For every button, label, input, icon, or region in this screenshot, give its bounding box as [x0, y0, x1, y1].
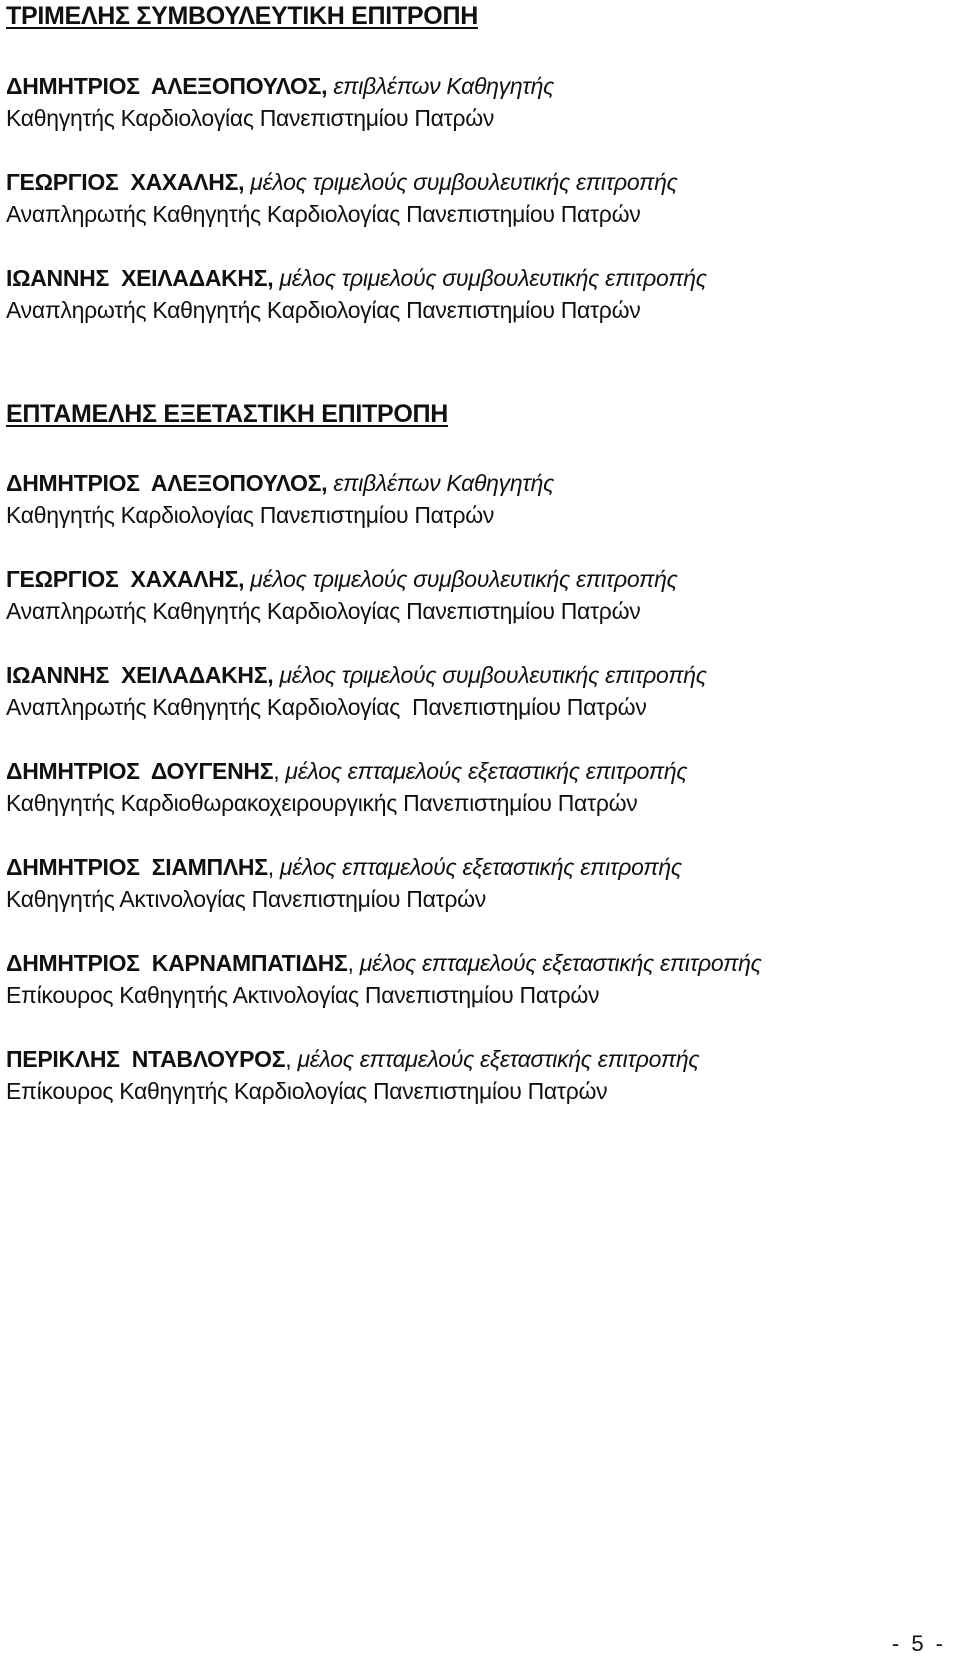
member-role: μέλος τριμελούς συμβουλευτικής επιτροπής: [250, 566, 678, 592]
member-role: μέλος τριμελούς συμβουλευτικής επιτροπής: [279, 265, 707, 291]
advisory-member-2: [6, 166, 946, 230]
advisory-committee-title: ΤΡΙΜΕΛΗΣ ΣΥΜΒΟΥΛΕΥΤΙΚΗ ΕΠΙΤΡΟΠΗ: [6, 2, 478, 30]
name-separator: ,: [285, 1046, 292, 1072]
exam-member-5: [6, 851, 946, 915]
member-name: ΠΕΡΙΚΛΗΣ ΝΤΑΒΛΟΥΡΟΣ: [6, 1046, 286, 1072]
member-name: ΔΗΜΗΤΡΙΟΣ ΚΑΡΝΑΜΠΑΤΙΔΗΣ: [6, 950, 348, 976]
name-separator: ,: [273, 758, 280, 784]
member-name: ΓΕΩΡΓΙΟΣ ΧΑΧΑΛΗΣ,: [6, 566, 245, 592]
member-name: ΓΕΩΡΓΙΟΣ ΧΑΧΑΛΗΣ,: [6, 169, 245, 195]
member-heading-line: [6, 70, 946, 102]
member-position: Αναπληρωτής Καθηγητής Καρδιολογίας Πανεπιστημίου Πατρών: [6, 598, 641, 624]
advisory-member-3: [6, 262, 946, 326]
exam-member-7: [6, 1043, 946, 1107]
member-position: Καθηγητής Καρδιοθωρακοχειρουργικής Πανεπιστημίου Πατρών: [6, 790, 638, 816]
member-heading-line: [6, 659, 946, 691]
member-heading-line: [6, 262, 946, 294]
member-heading-line: [6, 755, 946, 787]
member-position: Επίκουρος Καθηγητής Ακτινολογίας Πανεπιστημίου Πατρών: [6, 982, 600, 1008]
member-heading-line: [6, 851, 946, 883]
member-position: Επίκουρος Καθηγητής Καρδιολογίας Πανεπιστημίου Πατρών: [6, 1078, 608, 1104]
member-name: ΔΗΜΗΤΡΙΟΣ ΑΛΕΞΟΠΟΥΛΟΣ,: [6, 470, 328, 496]
name-separator: ,: [347, 950, 354, 976]
name-separator: ,: [267, 854, 274, 880]
member-name: ΙΩΑΝΝΗΣ ΧΕΙΛΑΔΑΚΗΣ,: [6, 265, 274, 291]
examination-committee-title: ΕΠΤΑΜΕΛΗΣ ΕΞΕΤΑΣΤΙΚΗ ΕΠΙΤΡΟΠΗ: [6, 400, 449, 428]
member-heading-line: [6, 947, 946, 979]
member-position: Αναπληρωτής Καθηγητής Καρδιολογίας Πανεπιστημίου Πατρών: [6, 297, 641, 323]
member-role: μέλος επταμελούς εξεταστικής επιτροπής: [279, 854, 682, 880]
member-name: ΔΗΜΗΤΡΙΟΣ ΔΟΥΓΕΝΗΣ: [6, 758, 274, 784]
member-heading-line: [6, 563, 946, 595]
exam-member-4: [6, 755, 946, 819]
member-name: ΔΗΜΗΤΡΙΟΣ ΣΙΑΜΠΛΗΣ: [6, 854, 268, 880]
member-role: μέλος επταμελούς εξεταστικής επιτροπής: [359, 950, 762, 976]
member-position: Καθηγητής Ακτινολογίας Πανεπιστημίου Πατρών: [6, 886, 486, 912]
member-role: επιβλέπων Καθηγητής: [333, 73, 554, 99]
page-number: - 5 -: [891, 1631, 946, 1656]
member-role: μέλος επταμελούς εξεταστικής επιτροπής: [285, 758, 688, 784]
advisory-member-1: [6, 70, 946, 134]
exam-member-3: [6, 659, 946, 723]
member-position: Καθηγητής Καρδιολογίας Πανεπιστημίου Πατρών: [6, 105, 495, 131]
member-role: επιβλέπων Καθηγητής: [333, 470, 554, 496]
member-heading-line: [6, 166, 946, 198]
member-heading-line: [6, 467, 946, 499]
member-name: ΙΩΑΝΝΗΣ ΧΕΙΛΑΔΑΚΗΣ,: [6, 662, 274, 688]
member-role: μέλος επταμελούς εξεταστικής επιτροπής: [297, 1046, 700, 1072]
exam-member-2: [6, 563, 946, 627]
member-role: μέλος τριμελούς συμβουλευτικής επιτροπής: [279, 662, 707, 688]
member-name: ΔΗΜΗΤΡΙΟΣ ΑΛΕΞΟΠΟΥΛΟΣ,: [6, 73, 328, 99]
member-heading-line: [6, 1043, 946, 1075]
document-page: [6, 0, 946, 1107]
member-position: Αναπληρωτής Καθηγητής Καρδιολογίας Πανεπιστημίου Πατρών: [6, 694, 647, 720]
member-position: Αναπληρωτής Καθηγητής Καρδιολογίας Πανεπιστημίου Πατρών: [6, 201, 641, 227]
exam-member-6: [6, 947, 946, 1011]
member-role: μέλος τριμελούς συμβουλευτικής επιτροπής: [250, 169, 678, 195]
member-position: Καθηγητής Καρδιολογίας Πανεπιστημίου Πατρών: [6, 502, 495, 528]
exam-member-1: [6, 467, 946, 531]
